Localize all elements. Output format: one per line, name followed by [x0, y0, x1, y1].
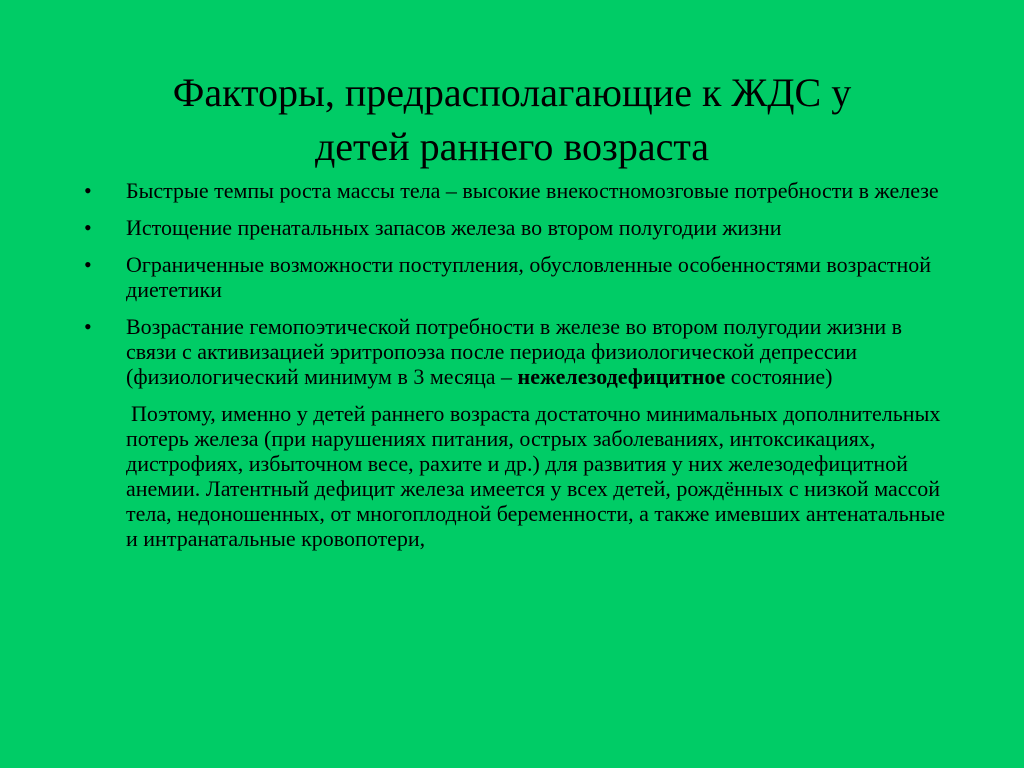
bullet-marker: •	[84, 252, 92, 277]
bullet-text	[126, 314, 902, 389]
bullet-marker: •	[84, 178, 92, 203]
bullet-item-4	[84, 314, 954, 389]
bold-term: нежелезодефицитное	[517, 364, 726, 389]
bullet-marker: •	[84, 314, 92, 339]
conclusion-paragraph	[84, 401, 954, 551]
bullet-text-part: состояние)	[725, 364, 833, 389]
title-line-1: Факторы, предрасполагающие к ЖДС у	[172, 70, 852, 115]
bullet-item-1	[84, 178, 954, 203]
title-line-2: детей раннего возраста	[314, 124, 710, 169]
bullet-list	[84, 178, 954, 389]
bullet-text-part: Возрастание гемопоэтической потребности в железе во втором полугодии жизни в связи с активизацией эритропоэза после периода физиологической депрессии (физиологический минимум в 3 месяца –	[126, 314, 903, 389]
bullet-item-2	[84, 215, 954, 240]
slide-content	[84, 178, 954, 551]
slide-title	[60, 66, 964, 174]
bullet-text: Истощение пренатальных запасов железа во втором полугодии жизни	[126, 215, 782, 240]
bullet-text: Быстрые темпы роста массы тела – высокие внекостномозговые потребности в железе	[126, 178, 939, 203]
paragraph-text: Поэтому, именно у детей раннего возраста достаточно минимальных дополнительных потерь железа (при нарушениях питания, острых заболеваниях, интоксикациях, дистрофиях, избыточном весе, рахите и др.) для развития у них железодефицитной анемии. Латентный дефицит железа имеется у всех детей, рождённых с низкой массой тела, недоношенных, от многоплодной беременности, а также имевших антенатальные и интранатальные кровопотери,	[126, 401, 945, 551]
bullet-marker: •	[84, 215, 92, 240]
bullet-item-3	[84, 252, 954, 302]
bullet-text: Ограниченные возможности поступления, обусловленные особенностями возрастной диететики	[126, 252, 932, 302]
